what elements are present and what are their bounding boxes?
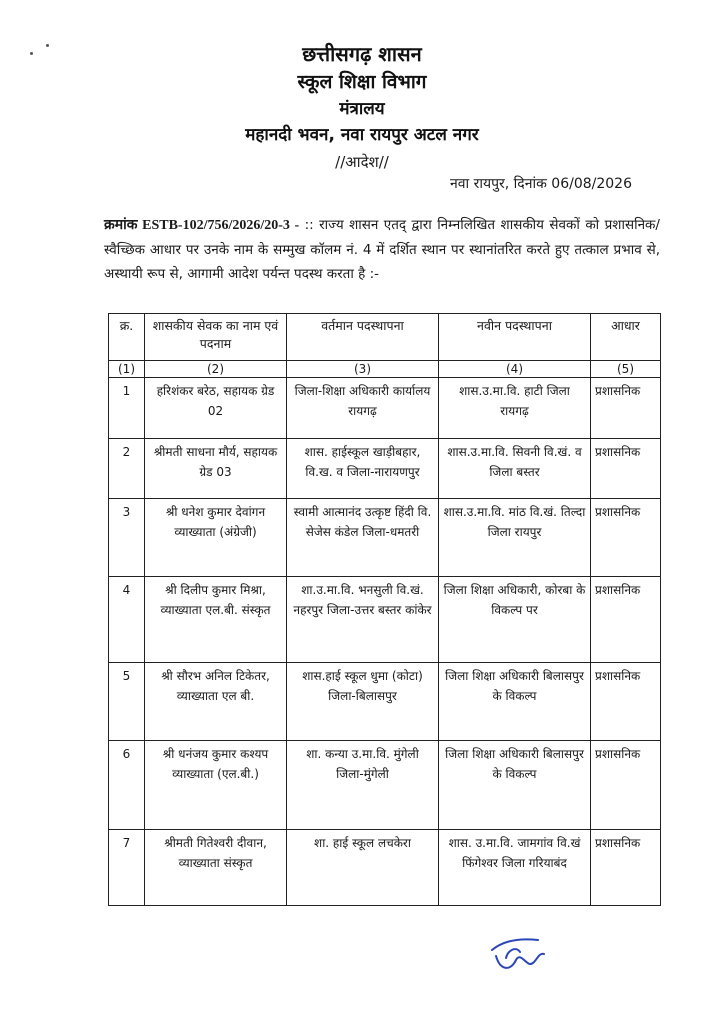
table-row — [109, 499, 661, 577]
cell-current: शास.हाई स्कूल धुमा (कोटा) जिला-बिलासपुर — [287, 663, 439, 741]
col-number: (1) — [109, 361, 145, 378]
order-body — [104, 213, 660, 286]
cell-sn: 6 — [109, 741, 145, 830]
cell-sn: 2 — [109, 439, 145, 499]
cell-new: शास.उ.मा.वि. मांठ वि.खं. तिल्दा जिला रायपुर — [439, 499, 591, 577]
cell-current: शा. हाई स्कूल लचकेरा — [287, 830, 439, 906]
cell-name: श्रीमती गितेश्वरी दीवान, व्याख्याता संस्कृत — [145, 830, 287, 906]
col-number: (5) — [591, 361, 661, 378]
cell-name: हरिशंकर बरेठ, सहायक ग्रेड 02 — [145, 378, 287, 439]
header-sn: क्र. — [109, 314, 145, 361]
address-line: महानदी भवन, नवा रायपुर अटल नगर — [245, 125, 479, 145]
table-header-row — [109, 314, 661, 361]
transfer-table — [108, 313, 661, 906]
cell-name: श्री धनंजय कुमार कश्यप व्याख्याता (एल.बी.) — [145, 741, 287, 830]
cell-current: स्वामी आत्मानंद उत्कृष्ट हिंदी वि. सेजेस कंडेल जिला-धमतरी — [287, 499, 439, 577]
cell-new: शास.उ.मा.वि. सिवनी वि.खं. व जिला बस्तर — [439, 439, 591, 499]
cell-sn: 3 — [109, 499, 145, 577]
cell-name: श्रीमती साधना मौर्य, सहायक ग्रेड 03 — [145, 439, 287, 499]
header-current-posting: वर्तमान पदस्थापना — [287, 314, 439, 361]
table-row — [109, 577, 661, 663]
cell-current: शा.उ.मा.वि. भनसुली वि.खं. नहरपुर जिला-उत्तर बस्तर कांकेर — [287, 577, 439, 663]
table-row — [109, 378, 661, 439]
reference-number: क्रमांक ESTB-102/756/2026/20-3 - — [104, 218, 300, 233]
col-number: (2) — [145, 361, 287, 378]
order-title: //आदेश// — [335, 153, 389, 171]
header-basis: आधार — [591, 314, 661, 361]
cell-basis: प्रशासनिक — [591, 499, 661, 577]
cell-basis: प्रशासनिक — [591, 378, 661, 439]
cell-current: शा. कन्या उ.मा.वि. मुंगेली जिला-मुंगेली — [287, 741, 439, 830]
cell-basis: प्रशासनिक — [591, 663, 661, 741]
header-name: शासकीय सेवक का नाम एवं पदनाम — [145, 314, 287, 361]
cell-sn: 5 — [109, 663, 145, 741]
cell-new: जिला शिक्षा अधिकारी बिलासपुर के विकल्प — [439, 663, 591, 741]
col-number: (3) — [287, 361, 439, 378]
govt-title: छत्तीसगढ़ शासन — [302, 42, 422, 66]
column-number-row — [109, 361, 661, 378]
cell-name: श्री दिलीप कुमार मिश्रा, व्याख्याता एल.बी. संस्कृत — [145, 577, 287, 663]
table-row — [109, 741, 661, 830]
cell-sn: 1 — [109, 378, 145, 439]
signature-mark — [486, 930, 566, 980]
table-row — [109, 439, 661, 499]
table-row — [109, 663, 661, 741]
cell-basis: प्रशासनिक — [591, 577, 661, 663]
header-new-posting: नवीन पदस्थापना — [439, 314, 591, 361]
cell-new: जिला शिक्षा अधिकारी बिलासपुर के विकल्प — [439, 741, 591, 830]
cell-name: श्री सौरभ अनिल टिकेतर, व्याख्याता एल बी. — [145, 663, 287, 741]
cell-new: शास. उ.मा.वि. जामगांव वि.खं फिंगेश्वर जिला गरियाबंद — [439, 830, 591, 906]
col-number: (4) — [439, 361, 591, 378]
cell-sn: 4 — [109, 577, 145, 663]
cell-sn: 7 — [109, 830, 145, 906]
ministry-title: मंत्रालय — [339, 99, 385, 119]
cell-basis: प्रशासनिक — [591, 830, 661, 906]
cell-new: शास.उ.मा.वि. हाटी जिला रायगढ़ — [439, 378, 591, 439]
table-row — [109, 830, 661, 906]
cell-basis: प्रशासनिक — [591, 439, 661, 499]
cell-basis: प्रशासनिक — [591, 741, 661, 830]
date-line: नवा रायपुर, दिनांक 06/08/2026 — [449, 176, 632, 192]
cell-new: जिला शिक्षा अधिकारी, कोरबा के विकल्प पर — [439, 577, 591, 663]
department-title: स्कूल शिक्षा विभाग — [297, 71, 427, 93]
cell-current: जिला-शिक्षा अधिकारी कार्यालय रायगढ़ — [287, 378, 439, 439]
order-text: :: राज्य शासन एतद् द्वारा निम्नलिखित शासकीय सेवकों को प्रशासनिक/स्वैच्छिक आधार पर उनके नाम के सम्मुख कॉलम नं. 4 में दर्शित स्थान पर स्थानांतरित करते हुए तत्काल प्रभाव से, अस्थायी रूप से, आगामी आदेश पर्यन्त पदस्थ करता है :- — [104, 217, 660, 282]
cell-name: श्री धनेश कुमार देवांगन व्याख्याता (अंग्रेजी) — [145, 499, 287, 577]
cell-current: शास. हाईस्कूल खाड़ीबहार, वि.ख. व जिला-नारायणपुर — [287, 439, 439, 499]
